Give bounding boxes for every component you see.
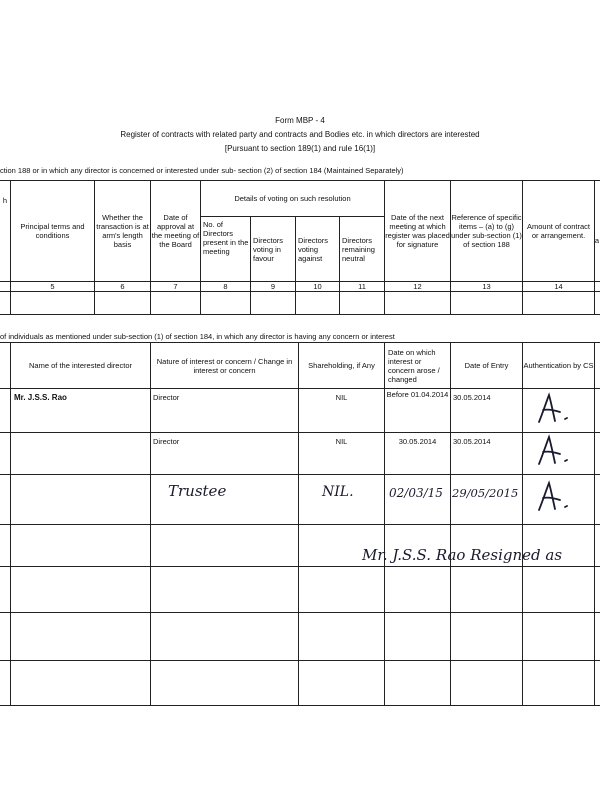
table1-number: 9 <box>270 281 276 291</box>
table-row-shareholding: NIL <box>335 392 348 402</box>
table1-col-arms-length: Whether the transaction is at arm's length basis <box>96 213 149 249</box>
table2-col-date-entry: Date of Entry <box>464 361 509 370</box>
cs-signature-icon <box>535 434 577 468</box>
table2-col-nature-interest: Nature of interest or concern / Change in interest or concern <box>156 356 293 375</box>
handwritten-nature: Trustee <box>168 482 227 500</box>
cs-signature-icon <box>535 392 577 426</box>
table1-col-directors-present: No. of Directors present in the meeting <box>203 220 249 256</box>
table1-number: 6 <box>120 281 125 291</box>
table-row-nature: Director <box>153 436 180 446</box>
handwritten-date-entry: 29/05/2015 <box>452 486 519 500</box>
table1-col-date-approval: Date of approval at the meeting of the Board <box>151 213 200 249</box>
table-row-date-entry: 30.05.2014 <box>453 392 491 402</box>
table1-caption: ction 188 or in which any director is concerned or interested under sub- section (2) of section 184 (Maintained Separately) <box>0 166 404 175</box>
table1-col-h: h <box>2 195 8 205</box>
table-row-shareholding: NIL <box>335 436 348 446</box>
table-row-date-arose: Before 01.04.2014 <box>386 390 449 399</box>
table1-col-directors-favour: Directors voting in favour <box>253 235 284 263</box>
table1-number: 10 <box>313 281 322 291</box>
table1-number: 14 <box>554 281 563 291</box>
table2-caption: of individuals as mentioned under sub-section (1) of section 184, in which any director is having any concern or interest <box>0 332 395 341</box>
table1-col-amount: Amount of contract or arrangement. <box>527 222 590 240</box>
table2-col-director-name: Name of the interested director <box>29 361 132 370</box>
table1-number: 11 <box>358 281 366 291</box>
table1-col-voting-group: Details of voting on such resolution <box>234 194 351 203</box>
cs-signature-icon <box>535 480 577 514</box>
form-number: Form MBP - 4 <box>275 116 325 125</box>
table1-col-next-meeting: Date of the next meeting at which register was placed for signature <box>385 213 450 249</box>
table-row-date-arose: 30.05.2014 <box>398 436 437 446</box>
table1-number: 5 <box>50 281 55 291</box>
table-row-nature: Director <box>153 392 180 402</box>
table1-number: 12 <box>413 281 422 291</box>
handwritten-shareholding: NIL. <box>322 484 354 500</box>
table-row-director-name: Mr. J.S.S. Rao <box>14 392 67 402</box>
form-subtitle: [Pursuant to section 189(1) and rule 16(1)] <box>224 144 376 153</box>
table2-col-shareholding: Shareholding, if Any <box>308 361 375 370</box>
handwritten-resignation-note: Mr. J.S.S. Rao Resigned as <box>362 546 563 564</box>
table-row-date-entry: 30.05.2014 <box>453 436 491 446</box>
table2-col-date-arose: Date on which interest or concern arose / changed <box>388 347 440 384</box>
table1-number: 7 <box>173 281 178 291</box>
table1-number: 8 <box>223 281 228 291</box>
table1-col-directors-neutral: Directors remaining neutral <box>342 235 375 263</box>
handwritten-date-arose: 02/03/15 <box>389 486 443 500</box>
table1-number: 13 <box>482 281 491 291</box>
table2-col-authentication: Authentication by CS <box>523 361 594 370</box>
table1-col-directors-against: Directors voting against <box>298 235 329 263</box>
table1-col-principal-terms: Principal terms and conditions <box>20 222 85 240</box>
table1-col-truncated: a <box>594 235 600 245</box>
table1-col-reference: Reference of specific items – (a) to (g) under sub-section (1) of section 188 <box>451 213 522 249</box>
form-title: Register of contracts with related party and contracts and Bodies etc. in which directors are interested <box>120 130 480 139</box>
